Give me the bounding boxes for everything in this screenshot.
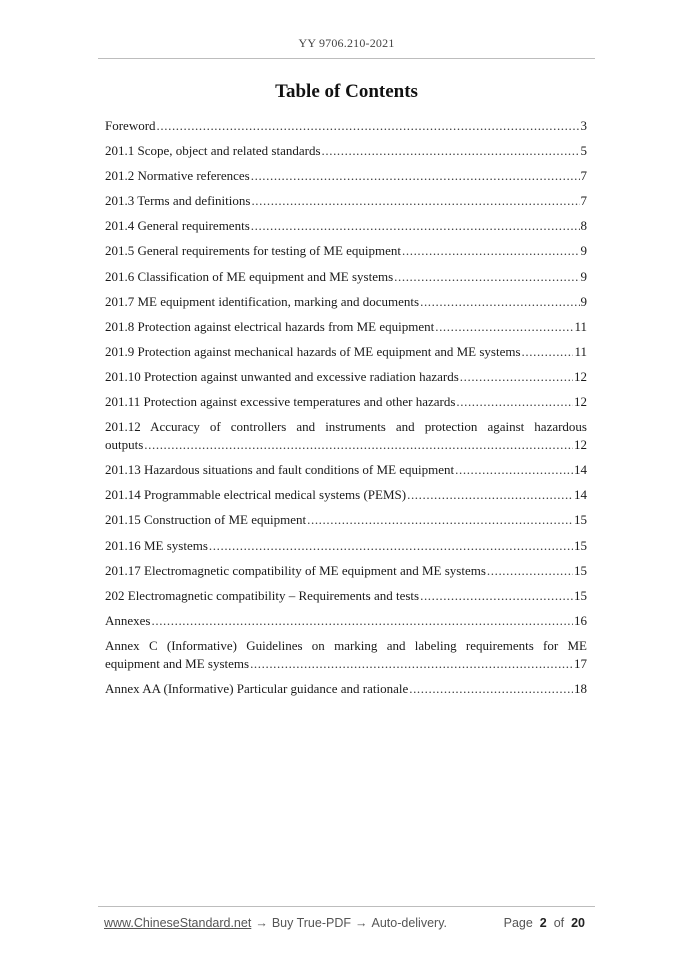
page-footer — [104, 916, 585, 930]
page-label: Page — [503, 916, 533, 930]
page-total: 20 — [571, 916, 585, 930]
arrow-right-icon: → — [355, 916, 368, 930]
toc-entry-page: 12 — [574, 368, 587, 384]
toc-entry-title: 201.4 General requirements — [105, 218, 250, 234]
toc-entry-foreword[interactable] — [105, 117, 587, 135]
header-divider — [98, 58, 595, 59]
toc-entry-annex-c[interactable] — [105, 637, 587, 673]
toc-entry-title-line2: outputs — [105, 437, 144, 453]
toc-entry-page: 15 — [574, 537, 587, 553]
toc-entry-201-3[interactable] — [105, 192, 587, 210]
toc-entry-page: 15 — [574, 587, 587, 603]
dot-leader — [250, 655, 573, 673]
dot-leader — [152, 612, 574, 630]
footer-buy-text: Buy True-PDF — [271, 916, 351, 930]
page-current: 2 — [539, 916, 547, 930]
toc-entry-page: 15 — [574, 562, 587, 578]
toc-entry-page: 11 — [574, 318, 587, 334]
toc-entry-page: 9 — [580, 293, 587, 309]
dot-leader — [460, 368, 573, 386]
toc-entry-title: 201.11 Protection against excessive temperatures and other hazards — [105, 394, 456, 410]
toc-entry-201-8[interactable] — [105, 318, 587, 336]
toc-entry-page: 9 — [580, 268, 587, 284]
dot-leader — [402, 242, 579, 260]
toc-entry-title-line1: Annex C (Informative) Guidelines on marking and labeling requirements for ME — [105, 637, 587, 653]
toc-entry-title: 201.2 Normative references — [105, 168, 250, 184]
toc-entry-page: 7 — [580, 193, 587, 209]
dot-leader — [407, 486, 573, 504]
toc-entry-page: 9 — [580, 243, 587, 259]
toc-entry-title: 201.14 Programmable electrical medical systems (PEMS) — [105, 487, 407, 503]
toc-entry-title: 201.5 General requirements for testing of ME equipment — [105, 243, 402, 259]
toc-entry-title: 201.8 Protection against electrical hazards from ME equipment — [105, 318, 435, 334]
toc-entry-page: 12 — [574, 394, 587, 410]
dot-leader — [420, 293, 579, 311]
dot-leader — [144, 436, 573, 454]
dot-leader — [307, 511, 573, 529]
site-link[interactable]: www.ChineseStandard.net — [104, 916, 252, 930]
dot-leader — [209, 537, 573, 555]
toc-entry-title: 201.3 Terms and definitions — [105, 193, 251, 209]
toc-entry-201-12[interactable] — [105, 418, 587, 454]
toc-entry-201-15[interactable] — [105, 511, 587, 529]
dot-leader — [157, 117, 580, 135]
dot-leader — [322, 142, 580, 160]
toc-entry-title: Foreword — [105, 118, 156, 133]
dot-leader — [420, 587, 573, 605]
toc-entry-title: 202 Electromagnetic compatibility – Requirements and tests — [105, 587, 420, 603]
toc-entry-201-10[interactable] — [105, 368, 587, 386]
toc-entry-annex-aa[interactable] — [105, 680, 587, 698]
toc-entry-201-9[interactable] — [105, 343, 587, 361]
table-of-contents — [105, 117, 587, 705]
toc-entry-title: 201.7 ME equipment identification, marking and documents — [105, 293, 420, 309]
toc-entry-201-5[interactable] — [105, 242, 587, 260]
dot-leader — [456, 393, 573, 411]
toc-entry-title: 201.9 Protection against mechanical hazards of ME equipment and ME systems — [105, 343, 521, 359]
toc-entry-annexes[interactable] — [105, 612, 587, 630]
toc-entry-title: 201.15 Construction of ME equipment — [105, 512, 307, 528]
dot-leader — [487, 562, 573, 580]
footer-divider — [98, 906, 595, 907]
dot-leader — [522, 343, 574, 361]
toc-entry-201-16[interactable] — [105, 537, 587, 555]
toc-entry-201-13[interactable] — [105, 461, 587, 479]
toc-entry-page: 14 — [574, 462, 587, 478]
toc-entry-page: 17 — [574, 655, 587, 671]
toc-entry-page: 12 — [574, 437, 587, 453]
toc-entry-title-line2: equipment and ME systems — [105, 655, 250, 671]
toc-entry-title: 201.6 Classification of ME equipment and ME systems — [105, 268, 394, 284]
toc-title: Table of Contents — [275, 81, 418, 102]
toc-entry-201-17[interactable] — [105, 562, 587, 580]
toc-entry-title: 201.10 Protection against unwanted and excessive radiation hazards — [105, 368, 459, 384]
toc-entry-title: Annexes — [105, 612, 151, 628]
footer-delivery-text: Auto-delivery. — [371, 916, 447, 930]
toc-entry-page: 11 — [574, 343, 587, 359]
toc-entry-title: 201.16 ME systems — [105, 537, 208, 553]
toc-entry-title-line1: 201.12 Accuracy of controllers and instruments and protection against hazardous — [105, 419, 587, 435]
toc-entry-201-7[interactable] — [105, 293, 587, 311]
toc-entry-202[interactable] — [105, 587, 587, 605]
toc-entry-page: 18 — [574, 680, 587, 696]
toc-entry-201-1[interactable] — [105, 142, 587, 160]
toc-entry-title: 201.1 Scope, object and related standards — [105, 143, 321, 159]
toc-entry-title: 201.13 Hazardous situations and fault conditions of ME equipment — [105, 462, 455, 478]
toc-entry-page: 3 — [580, 118, 587, 133]
toc-entry-title: Annex AA (Informative) Particular guidance and rationale — [105, 680, 409, 696]
dot-leader — [409, 680, 573, 698]
page-number — [504, 916, 585, 930]
toc-entry-201-2[interactable] — [105, 167, 587, 185]
dot-leader — [251, 192, 579, 210]
toc-entry-page: 7 — [580, 168, 587, 184]
toc-entry-page: 15 — [574, 512, 587, 528]
dot-leader — [435, 318, 573, 336]
document-code-header: YY 9706.210-2021 — [298, 36, 395, 50]
dot-leader — [455, 461, 573, 479]
footer-promo — [104, 916, 447, 930]
toc-entry-title: 201.17 Electromagnetic compatibility of ME equipment and ME systems — [105, 562, 486, 578]
dot-leader — [251, 217, 580, 235]
toc-entry-page: 14 — [574, 487, 587, 503]
dot-leader — [251, 167, 580, 185]
toc-entry-201-4[interactable] — [105, 217, 587, 235]
toc-entry-page: 8 — [580, 218, 587, 234]
page-of-label: of — [553, 916, 565, 930]
toc-entry-201-6[interactable] — [105, 268, 587, 286]
toc-entry-201-11[interactable] — [105, 393, 587, 411]
toc-entry-201-14[interactable] — [105, 486, 587, 504]
dot-leader — [394, 268, 579, 286]
arrow-right-icon: → — [255, 916, 268, 930]
toc-entry-page: 16 — [574, 612, 587, 628]
toc-entry-page: 5 — [580, 143, 587, 159]
